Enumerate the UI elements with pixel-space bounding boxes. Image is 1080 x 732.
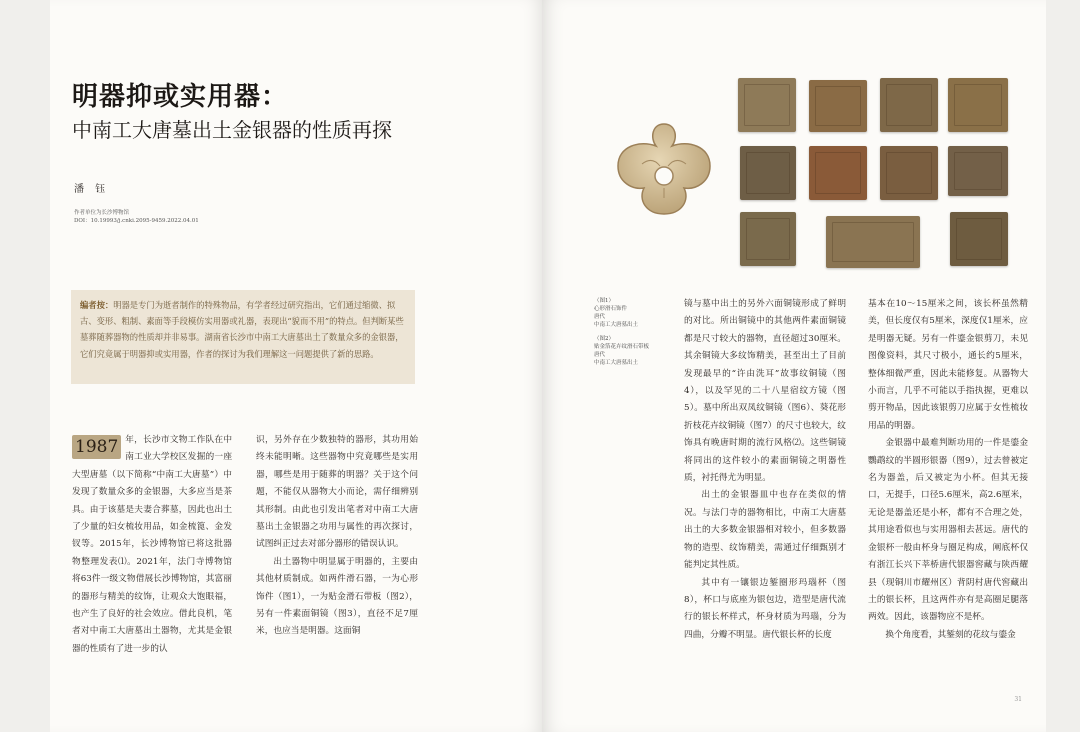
plaque-tile — [809, 146, 867, 200]
plaque-tile — [948, 146, 1008, 196]
article-title: 明器抑或实用器： — [72, 82, 289, 112]
body-text-1: 年，长沙市文物工作队在中南工业大学校区发掘的一座大型唐墓（以下简称“中南工大唐墓”）中发现了数量众多的金银器，大多应当是茶具。由于该墓是夫妻合葬墓，因此也出土了少量的妇女梳妆用品，如金梳篦、金发钗等。2015年，长沙博物馆已将这批器物整理发表⑴。2021年，法门寺博物馆将63件一级文物借展长沙博物馆，其富丽的器形与精美的纹饰，让观众大饱眼福，也产生了良好的社会效应。借此良机，笔者对中南工大唐墓出土器物，尤其是金银器的性质有了进一步的认 — [72, 435, 232, 654]
plaque-tile — [740, 146, 796, 200]
caption-fig1 — [594, 297, 674, 329]
body-text-4c: 换个角度看，其錾刻的花纹与鎏金 — [885, 629, 1016, 640]
figure-captions — [594, 297, 674, 373]
editor-note-label: 编者按： — [80, 300, 114, 310]
affiliation-block — [74, 209, 199, 225]
body-text-3a: 镜与墓中出土的另外六面铜镜形成了鲜明的对比。所出铜镜中的其他两件素面铜镜都是尺寸较大的器物，直径超过30厘米。其余铜镜大多纹饰精美，甚至出土了目前发现最早的“许由洗耳”故事纹铜镜（图4），以及罕见的二十八星宿纹方镜（图5）。墓中所出双凤纹铜镜（图6）、葵花形折枝花卉纹铜镜（图7）的尺寸也较大，纹饰具有晚唐时期的流行风格⑵。这些铜镜将同出的这件较小的素面铜镜之明器性质，衬托得尤为明显。 — [684, 299, 846, 484]
caption-fig2-holder: 中南工大唐墓出土 — [594, 360, 639, 366]
caption-fig1-era: 唐代 — [594, 314, 606, 320]
plaque-tile — [880, 78, 938, 132]
body-column-2 — [256, 432, 418, 641]
author-name: 潘 钰 — [74, 184, 110, 195]
caption-fig1-number: （图1） — [594, 298, 614, 304]
body-text-4b: 金银器中最难判断功用的一件是鎏金鸚鹉纹的半圆形银器（图9），过去曾被定名为器盖，后又被定为小杯。但其无接口，无提手，口径5.6厘米，高2.6厘米，无论是器盖还是小杯，都有不合理之处，其用途看似也与实用器相去甚远。唐代的金银杯一般由杯身与圈足构成，阐底杯仅有浙江长兴下莘桥唐代银器窖藏与陕西耀县（现铜川市耀州区）背阴村唐代窖藏出土的银长杯，且这两件亦有是高圈足腿落两效。因此，该器物应不是杯。 — [868, 438, 1028, 623]
article-subtitle: 中南工大唐墓出土金银器的性质再探 — [72, 118, 392, 142]
body-column-4 — [868, 296, 1028, 644]
caption-fig2 — [594, 335, 674, 367]
affiliation: 作者单位为长沙博物馆 — [74, 210, 130, 216]
editor-note-text: 明器是专门为逝者制作的特殊物品，有学者经过研究指出，它们通过缩微、拟古、变形、粗制、素面等手段模仿实用器或礼器，表现出“貌而不用”的特点。但判断某些墓葬随葬器物的性质却并非易事。湖南省长沙市中南工大唐墓出土了数量众多的金银器，它们究竟属于明器抑或实用器，作者的探讨为我们理解这一问题提供了新的思路。 — [80, 300, 404, 359]
plaque-tile — [948, 78, 1008, 132]
caption-fig2-title: 贴金箔花卉纹滑石带板 — [594, 344, 650, 350]
body-text-3c: 其中有一镶银边錾圈形玛瑙杯（图8），杯口与底座为银包边，造型是唐代流行的银长杯样式，杯身材质为玛瑙，分为四曲，分瓣不明显。唐代银长杯的长度 — [684, 577, 846, 640]
caption-fig2-era: 唐代 — [594, 352, 606, 358]
plaque-tile — [950, 212, 1008, 266]
plaque-tile — [740, 212, 796, 266]
body-text-2b: 出土器物中明显属于明器的，主要由其他材质制成。如两件滑石器，一为心形饰件（图1），一为贴金滑石带板（图2），另有一件素面铜镜（图3），直径不足7厘米，也应当是明器。这面铜 — [256, 556, 418, 637]
plaque-tile — [809, 80, 867, 132]
right-page — [542, 0, 1046, 732]
dropcap-year: 1987 — [72, 435, 121, 459]
plaque-tile — [826, 216, 920, 268]
body-text-3b: 出土的金银器皿中也存在类似的情况。与法门寺的器物相比，中南工大唐墓出土的大多数金银器相对较小，但多数器物的造型、纹饰精美，需通过仔细甄别才能判定其性质。 — [684, 490, 846, 571]
plaque-tile — [880, 146, 938, 200]
body-text-4a: 基本在10～15厘米之间，该长杯虽然精美，但长度仅有5厘米，深度仅1厘米，应是明器无疑。另有一件鎏金银剪刀，未见图像资料，其尺寸极小，通长约5厘米，整体细微严重，因此未能修复。从器物大小而言，几乎不可能以手指执握，更难以剪开物品，因此该银剪刀应属于女性梳妆用品的明器。 — [868, 299, 1028, 431]
body-text-2a: 识，另外存在少数独特的器形，其功用始终未能明晰。这些器物中究竟哪些是实用器，哪些是用于随葬的明器？关于这个问题，不能仅从器物大小而论，需仔细辨别其形制。由此也引发出笔者对中南工大唐墓出土金银器之功用与属性的再次探讨，试图纠正过去对部分器形的错误认识。 — [256, 435, 418, 550]
plaque-tile — [738, 78, 796, 132]
caption-fig1-title: 心形滑石饰件 — [594, 306, 628, 312]
editor-note — [71, 290, 415, 384]
page-number: 31 — [1014, 696, 1022, 703]
body-column-1 — [72, 432, 232, 658]
caption-fig2-number: （图2） — [594, 336, 614, 342]
doi: DOI：10.19993/j.cnki.2095-9459.2022.04.01 — [74, 218, 199, 224]
heart-ornament-image — [612, 120, 716, 216]
caption-fig1-holder: 中南工大唐墓出土 — [594, 322, 639, 328]
body-column-3 — [684, 296, 846, 644]
left-page — [50, 0, 542, 732]
